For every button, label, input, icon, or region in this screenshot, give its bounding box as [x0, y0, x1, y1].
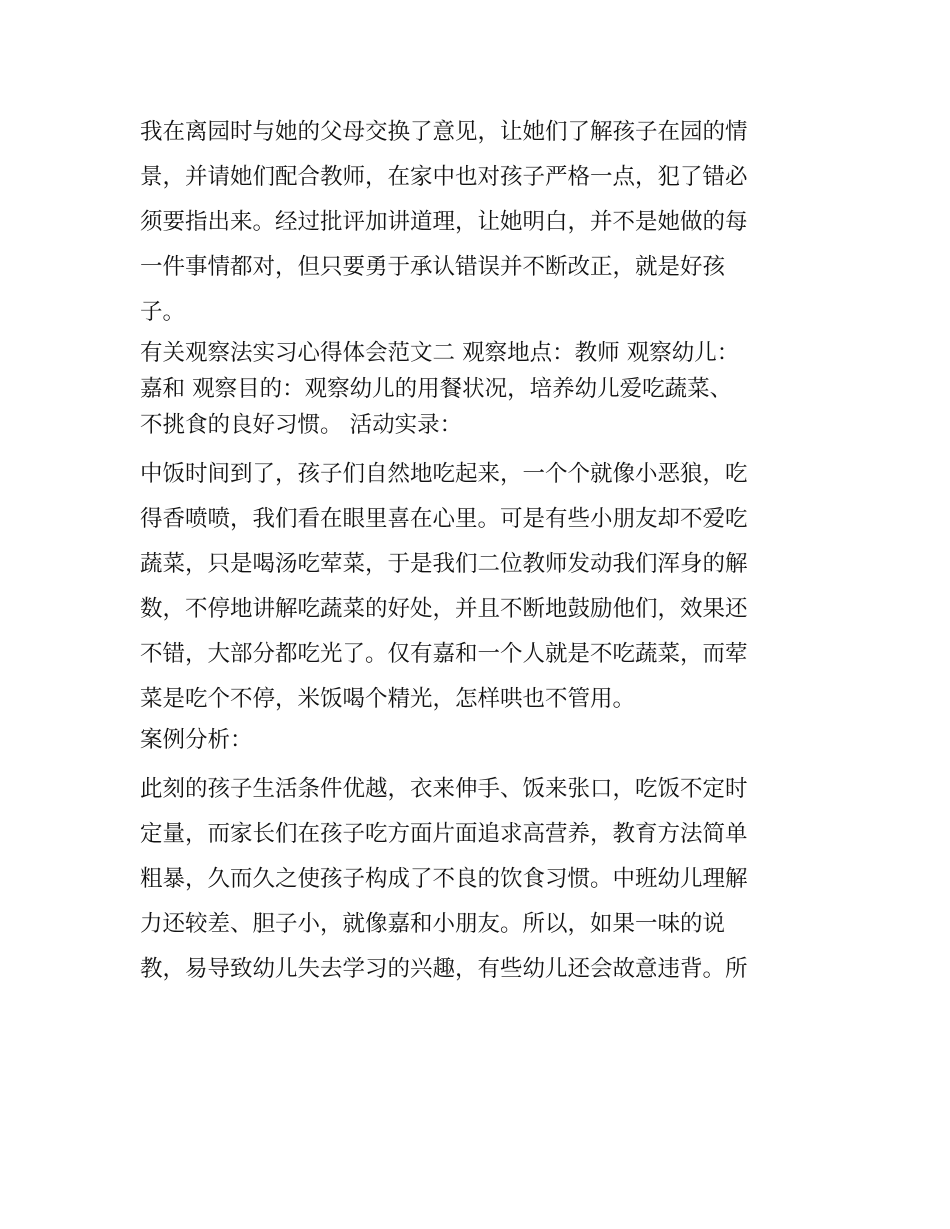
text-line: 定量，而家长们在孩子吃方面片面追求高营养，教育方法简单: [140, 821, 748, 847]
paragraph-case-analysis-heading: [140, 722, 820, 758]
text-line: 中饭时间到了，孩子们自然地吃起来，一个个就像小恶狼，吃: [140, 461, 748, 487]
text-line: 得香喷喷，我们看在眼里喜在心里。可是有些小朋友却不爱吃: [140, 506, 748, 532]
text-line: 蔬菜，只是喝汤吃荤菜，于是我们二位教师发动我们浑身的解: [140, 551, 748, 577]
text-line: 不错，大部分都吃光了。仅有嘉和一个人就是不吃蔬菜，而荤: [140, 641, 748, 667]
text-line: 景，并请她们配合教师，在家中也对孩子严格一点，犯了错必: [140, 164, 748, 190]
text-line: 嘉和 观察目的：观察幼儿的用餐状况，培养幼儿爱吃蔬菜、: [140, 376, 733, 402]
paragraph-observation-header: [140, 335, 820, 443]
text-line: 我在离园时与她的父母交换了意见，让她们了解孩子在园的情: [140, 119, 748, 145]
text-line: 有关观察法实习心得体会范文二 观察地点：教师 观察幼儿：: [140, 340, 740, 366]
text-line: 数，不停地讲解吃蔬菜的好处，并且不断地鼓励他们，效果还: [140, 596, 748, 622]
paragraph-case-analysis: [140, 767, 820, 992]
paragraph-parent-communication: [140, 110, 820, 335]
section-heading: 案例分析：: [140, 727, 253, 753]
text-line: 子。: [140, 299, 186, 325]
text-line: 教，易导致幼儿失去学习的兴趣，有些幼儿还会故意违背。所: [140, 956, 748, 982]
text-line: 不挑食的良好习惯。 活动实录：: [140, 412, 463, 438]
document-body: [140, 110, 820, 992]
text-line: 须要指出来。经过批评加讲道理，让她明白，并不是她做的每: [140, 209, 748, 235]
text-line: 力还较差、胆子小，就像嘉和小朋友。所以，如果一味的说: [140, 911, 726, 937]
paragraph-activity-record: [140, 452, 820, 722]
text-line: 菜是吃个不停，米饭喝个精光，怎样哄也不管用。: [140, 686, 636, 712]
text-line: 粗暴，久而久之使孩子构成了不良的饮食习惯。中班幼儿理解: [140, 866, 748, 892]
text-line: 一件事情都对，但只要勇于承认错误并不断改正，就是好孩: [140, 254, 726, 280]
text-line: 此刻的孩子生活条件优越，衣来伸手、饭来张口，吃饭不定时: [140, 776, 748, 802]
